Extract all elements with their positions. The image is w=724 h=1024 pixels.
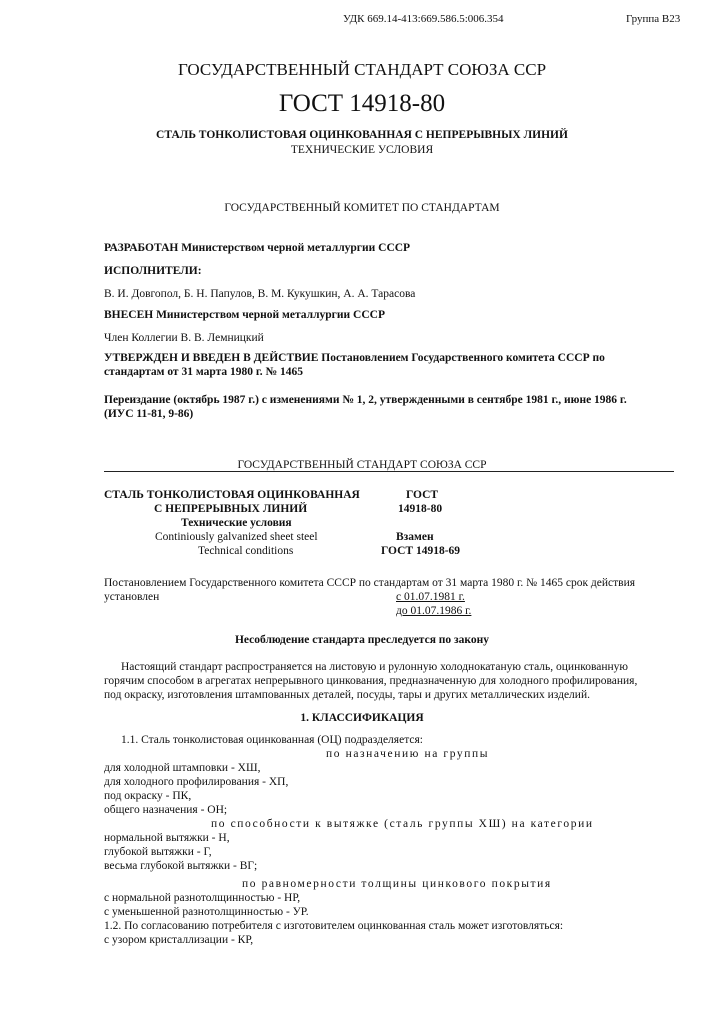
validity-from: с 01.07.1981 г. [396, 591, 465, 603]
committee-title: ГОСУДАРСТВЕННЫЙ КОМИТЕТ ПО СТАНДАРТАМ [224, 202, 500, 214]
drawing-item: весьма глубокой вытяжки - ВГ; [104, 860, 258, 872]
block-english-name: Continiously galvanized sheet steel [155, 531, 318, 543]
reissue-line-2: (ИУС 11-81, 9-86) [104, 408, 194, 420]
decree-line-1: Постановлением Государственного комитета СССР по стандартам от 31 марта 1980 г. № 1465 срок действия [104, 577, 636, 589]
reissue-line-1: Переиздание (октябрь 1987 г.) с изменениями № 1, 2, утвержденными в сентябре 1981 г., июне 1986 г. [104, 394, 627, 406]
introduced-by: ВНЕСЕН Министерством черной металлургии СССР [104, 309, 385, 321]
standard-code-title: ГОСТ 14918-80 [278, 90, 446, 117]
drawing-item: нормальной вытяжки - Н, [104, 832, 230, 844]
block-gost-code: 14918-80 [398, 503, 443, 515]
decree-line-2: установлен [104, 591, 160, 603]
block-replaces-code: ГОСТ 14918-69 [381, 545, 461, 557]
section-heading-classification: 1. КЛАССИФИКАЦИЯ [300, 712, 424, 724]
subheading-by-uniformity: по равномерности толщины цинкового покрытия [242, 878, 552, 890]
scope-line-3: под окраску, изготовления штампованных деталей, посуды, тары и других металлических изделий. [104, 689, 590, 701]
group-code: Группа В23 [626, 13, 681, 25]
violation-notice: Несоблюдение стандарта преследуется по закону [234, 634, 490, 646]
block-gost-label: ГОСТ [406, 489, 439, 501]
purpose-item: для холодной штамповки - ХШ, [104, 762, 261, 774]
block-english-tech: Technical conditions [198, 545, 294, 557]
block-name-line-1: СТАЛЬ ТОНКОЛИСТОВАЯ ОЦИНКОВАННАЯ [104, 489, 360, 501]
subheading-by-drawing: по способности к вытяжке (сталь группы ХШ) на категории [211, 818, 594, 830]
scope-line-1: Настоящий стандарт распространяется на листовую и рулонную холоднокатаную сталь, оцинкованную [121, 661, 629, 673]
clause-1-2-item: с узором кристаллизации - КР, [104, 934, 254, 946]
block-tech-conditions: Технические условия [181, 517, 292, 529]
purpose-item: под окраску - ПК, [104, 790, 192, 802]
block-replaces-label: Взамен [396, 531, 434, 543]
divider-line [104, 471, 674, 472]
uniformity-item: с нормальной разнотолщинностью - НР, [104, 892, 301, 904]
udk-code: УДК 669.14-413:669.586.5:006.354 [343, 13, 504, 25]
uniformity-item: с уменьшенной разнотолщинностью - УР. [104, 906, 309, 918]
block-org-title: ГОСУДАРСТВЕННЫЙ СТАНДАРТ СОЮЗА ССР [237, 459, 487, 471]
board-member: Член Коллегии В. В. Лемницкий [104, 332, 264, 344]
standard-org-title: ГОСУДАРСТВЕННЫЙ СТАНДАРТ СОЮЗА ССР [177, 60, 547, 79]
executors-list: В. И. Довгопол, Б. Н. Папулов, В. М. Кукушкин, А. А. Тарасова [104, 288, 416, 300]
purpose-item: общего назначения - ОН; [104, 804, 228, 816]
standard-subtitle: ТЕХНИЧЕСКИЕ УСЛОВИЯ [290, 144, 434, 156]
clause-1-2: 1.2. По согласованию потребителя с изготовителем оцинкованная сталь может изготовляться: [104, 920, 564, 932]
approved-line-1: УТВЕРЖДЕН И ВВЕДЕН В ДЕЙСТВИЕ Постановлением Государственного комитета СССР по [104, 352, 605, 364]
developed-by: РАЗРАБОТАН Министерством черной металлургии СССР [104, 242, 411, 254]
subheading-by-purpose: по назначению на группы [326, 748, 490, 760]
drawing-item: глубокой вытяжки - Г, [104, 846, 212, 858]
scope-line-2: горячим способом в агрегатах непрерывного цинкования, предназначенную для холодного профилирования, [104, 675, 638, 687]
standard-name: СТАЛЬ ТОНКОЛИСТОВАЯ ОЦИНКОВАННАЯ С НЕПРЕРЫВНЫХ ЛИНИЙ [156, 129, 568, 141]
approved-line-2: стандартам от 31 марта 1980 г. № 1465 [104, 366, 303, 378]
block-name-line-2: С НЕПРЕРЫВНЫХ ЛИНИЙ [154, 503, 308, 515]
purpose-item: для холодного профилирования - ХП, [104, 776, 289, 788]
executors-label: ИСПОЛНИТЕЛИ: [104, 265, 202, 277]
validity-to: до 01.07.1986 г. [396, 605, 472, 617]
clause-1-1: 1.1. Сталь тонколистовая оцинкованная (ОЦ) подразделяется: [121, 734, 423, 746]
